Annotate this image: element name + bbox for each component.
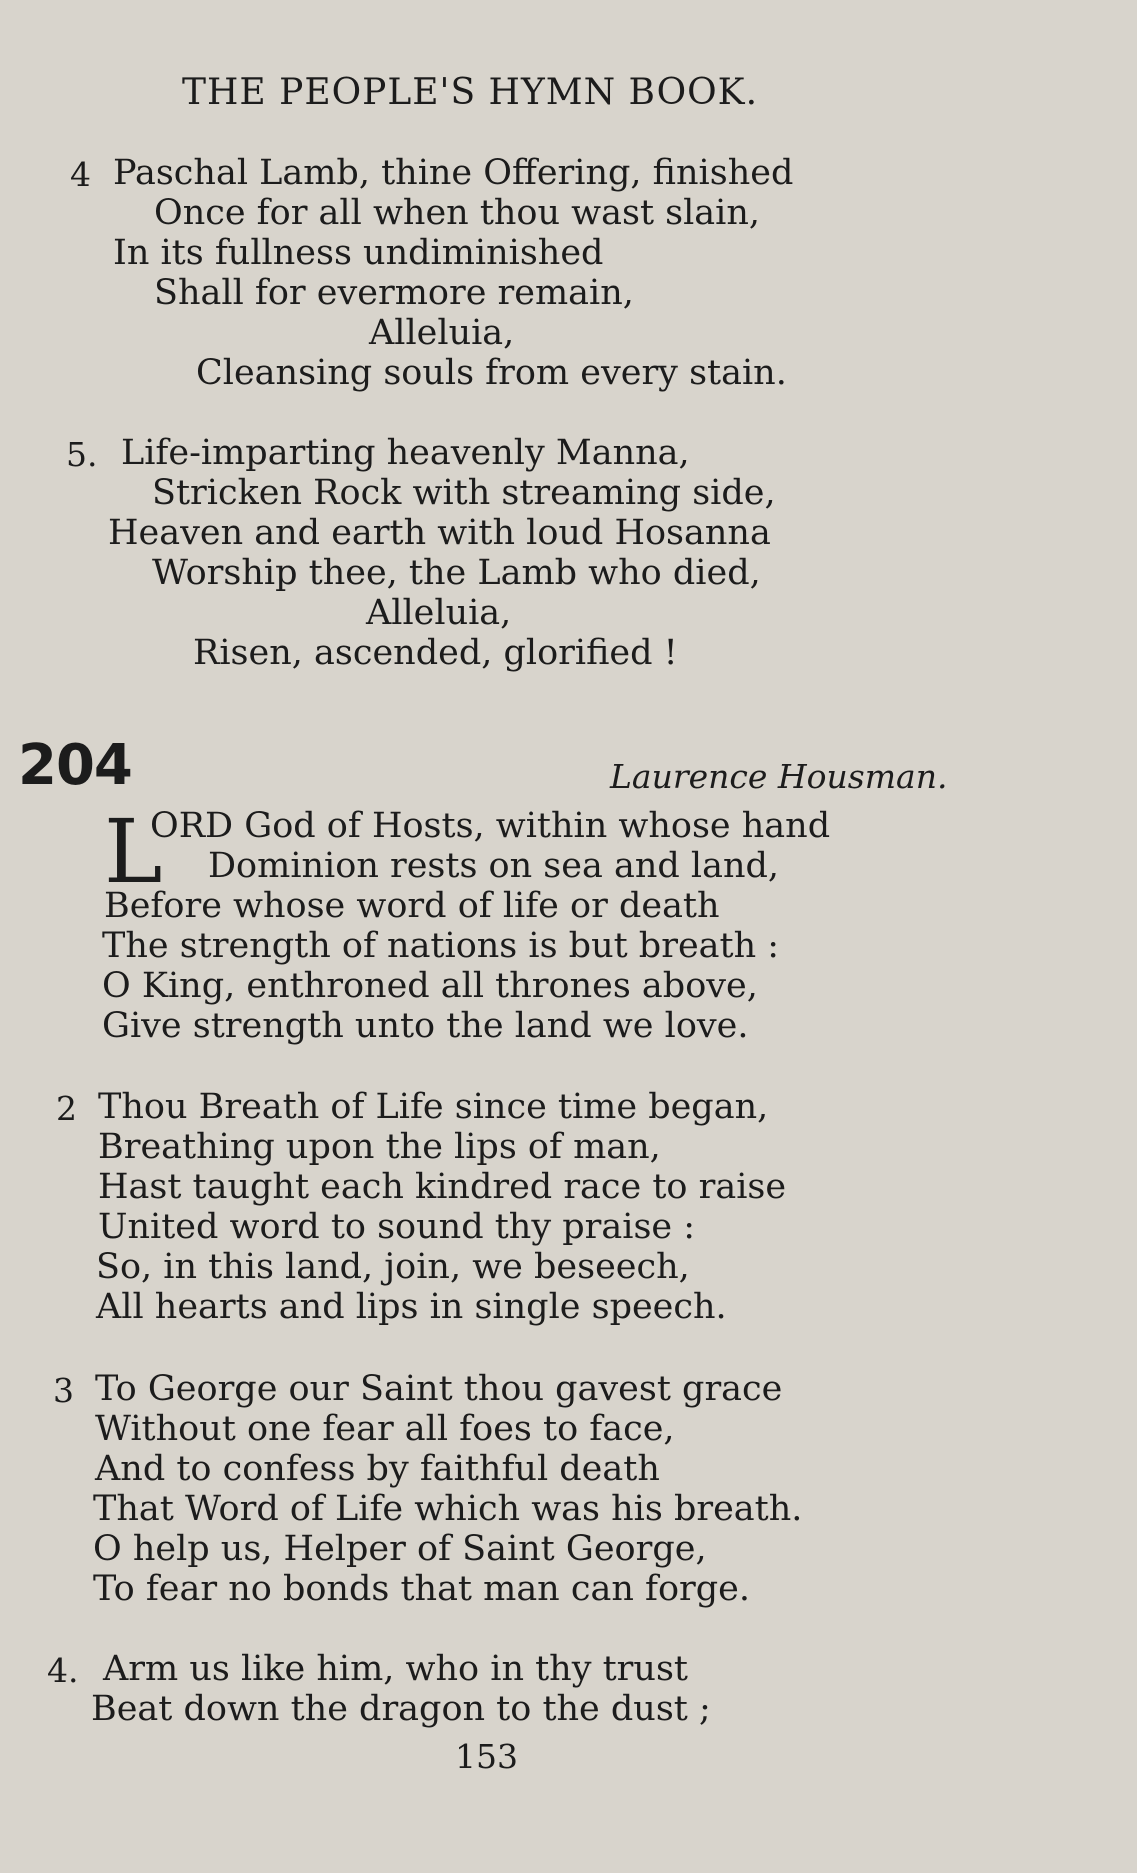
verse-line: All hearts and lips in single speech. <box>96 1287 727 1327</box>
verse-line: Life-imparting heavenly Manna, <box>121 433 690 473</box>
verse-number: 5. <box>66 435 98 474</box>
verse-line: So, in this land, join, we beseech, <box>96 1247 690 1287</box>
verse-number: 4. <box>47 1651 79 1690</box>
verse-line: Breathing upon the lips of man, <box>98 1127 661 1167</box>
verse-line: Risen, ascended, glorified ! <box>193 633 678 673</box>
verse-line: Alleluia, <box>366 593 512 633</box>
verse-line: Hast taught each kindred race to raise <box>98 1167 787 1207</box>
running-header: THE PEOPLE'S HYMN BOOK. <box>182 72 759 113</box>
verse-line: Beat down the dragon to the dust ; <box>91 1689 711 1729</box>
verse-line: Paschal Lamb, thine Offering, finished <box>113 153 794 193</box>
drop-cap: L <box>104 800 163 903</box>
verse-line: To George our Saint thou gavest grace <box>95 1369 783 1409</box>
verse-line: And to confess by faithful death <box>95 1449 660 1489</box>
verse-line: O help us, Helper of Saint George, <box>93 1529 707 1569</box>
hymn-author: Laurence Housman. <box>610 757 948 796</box>
page-number: 153 <box>455 1737 518 1776</box>
verse-line: O King, enthroned all thrones above, <box>102 966 758 1006</box>
verse-line: In its fullness undiminished <box>113 233 604 273</box>
verse-line: Once for all when thou wast slain, <box>154 193 761 233</box>
verse-line: To fear no bonds that man can forge. <box>93 1569 750 1609</box>
verse-line: Stricken Rock with streaming side, <box>152 473 776 513</box>
hymn-number: 204 <box>18 733 132 798</box>
verse-line: Alleluia, <box>369 313 515 353</box>
verse-line: Shall for evermore remain, <box>154 273 634 313</box>
verse-number: 3 <box>53 1371 74 1410</box>
verse-line: Arm us like him, who in thy trust <box>103 1649 688 1689</box>
verse-line: Worship thee, the Lamb who died, <box>152 553 761 593</box>
verse-line: Before whose word of life or death <box>104 886 720 926</box>
verse-line: United word to sound thy praise : <box>98 1207 696 1247</box>
verse-line: Dominion rests on sea and land, <box>208 846 780 886</box>
verse-number: 2 <box>56 1089 77 1128</box>
verse-line: ORD God of Hosts, within whose hand <box>150 806 831 846</box>
verse-line: Thou Breath of Life since time began, <box>98 1087 769 1127</box>
verse-line: Heaven and earth with loud Hosanna <box>108 513 771 553</box>
verse-line: Without one fear all foes to face, <box>95 1409 675 1449</box>
verse-line: That Word of Life which was his breath. <box>93 1489 803 1529</box>
verse-line: Give strength unto the land we love. <box>102 1006 749 1046</box>
verse-line: Cleansing souls from every stain. <box>196 353 787 393</box>
verse-line: The strength of nations is but breath : <box>102 926 780 966</box>
verse-number: 4 <box>70 155 91 194</box>
